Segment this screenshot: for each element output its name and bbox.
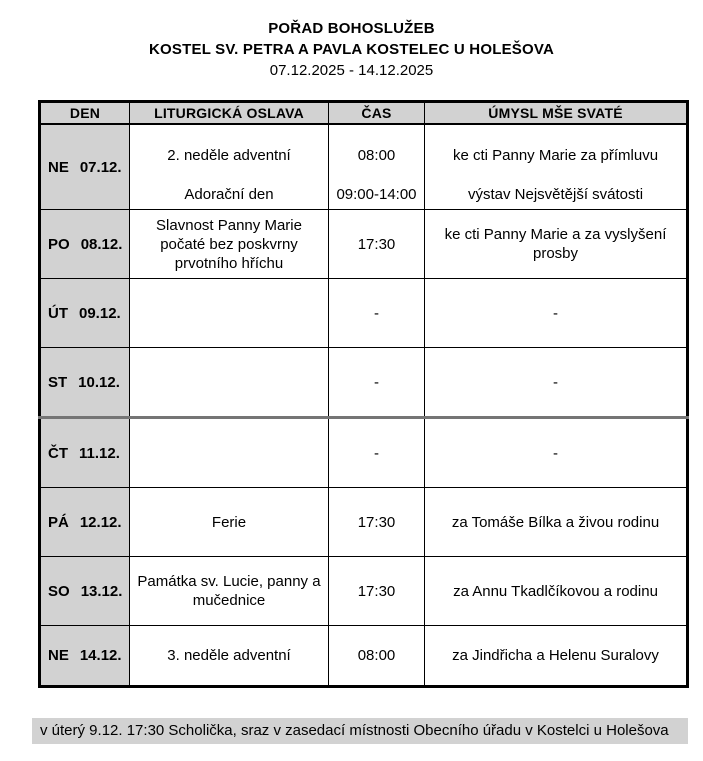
day-label xyxy=(41,514,129,531)
col-header-liturgicka-oslava: LITURGICKÁ OSLAVA xyxy=(130,102,329,125)
time-entry: 08:00 xyxy=(357,147,396,164)
day-cell xyxy=(40,348,130,418)
intention-cell: za Jindřicha a Helenu Suralovy xyxy=(425,626,688,687)
table-row-ne-1412 xyxy=(40,626,688,687)
table-row-pa-1212 xyxy=(40,488,688,557)
day-abbr: ÚT xyxy=(48,304,68,322)
day-date: 11.12. xyxy=(79,444,120,462)
day-date: 12.12. xyxy=(79,513,122,531)
day-abbr: ČT xyxy=(48,444,68,462)
celebration-entry: 2. neděle adventní xyxy=(167,147,291,164)
day-label xyxy=(41,305,129,322)
celebration-cell xyxy=(130,279,329,348)
day-cell xyxy=(40,626,130,687)
day-abbr: ST xyxy=(48,373,68,391)
table-row-so-1312 xyxy=(40,557,688,626)
day-date: 08.12. xyxy=(80,235,123,253)
table-row-st-1012 xyxy=(40,348,688,418)
intention-entry: výstav Nejsvětější svátosti xyxy=(467,186,644,203)
celebration-cell: Slavnost Panny Marie počaté bez poskvrny prvotního hříchu xyxy=(130,210,329,279)
day-abbr: PO xyxy=(48,235,70,253)
footer-note: v úterý 9.12. 17:30 Scholička, sraz v zasedací místnosti Obecního úřadu v Kostelci u Holešova xyxy=(32,718,688,744)
table-row-ne-0712 xyxy=(40,124,688,210)
day-abbr: SO xyxy=(48,582,70,600)
day-cell xyxy=(40,557,130,626)
day-abbr: NE xyxy=(48,647,69,664)
col-header-umysl: ÚMYSL MŠE SVATÉ xyxy=(425,102,688,125)
day-cell xyxy=(40,418,130,488)
day-label xyxy=(41,583,129,600)
time-cell: 17:30 xyxy=(329,210,425,279)
day-abbr: NE xyxy=(48,158,69,176)
celebration-entry: Adorační den xyxy=(184,186,274,203)
day-label xyxy=(41,374,129,391)
day-abbr: PÁ xyxy=(48,513,69,531)
time-cell: 08:00 xyxy=(329,626,425,687)
day-cell xyxy=(40,488,130,557)
day-label xyxy=(41,159,129,176)
time-cell: - xyxy=(329,348,425,418)
day-date: 09.12. xyxy=(79,304,121,322)
day-date: 07.12. xyxy=(79,158,122,176)
intention-cell: - xyxy=(425,418,688,488)
intention-cell: za Annu Tkadlčíkovou a rodinu xyxy=(425,557,688,626)
day-label xyxy=(41,236,129,253)
day-label xyxy=(41,445,129,462)
celebration-cell xyxy=(130,418,329,488)
table-row-ct-1112 xyxy=(40,418,688,488)
day-date: 10.12. xyxy=(78,373,120,391)
intention-cell xyxy=(425,124,688,210)
intention-cell: ke cti Panny Marie a za vyslyšení prosby xyxy=(425,210,688,279)
document-header xyxy=(0,0,703,81)
day-cell xyxy=(40,124,130,210)
time-cell: 17:30 xyxy=(329,488,425,557)
celebration-cell xyxy=(130,348,329,418)
time-cell xyxy=(329,124,425,210)
col-header-den: DEN xyxy=(40,102,130,125)
day-cell xyxy=(40,279,130,348)
time-cell: 17:30 xyxy=(329,557,425,626)
time-cell: - xyxy=(329,418,425,488)
intention-cell: za Tomáše Bílka a živou rodinu xyxy=(425,488,688,557)
page-title: POŘAD BOHOSLUŽEB xyxy=(268,20,435,37)
celebration-cell: 3. neděle adventní xyxy=(130,626,329,687)
day-date: 13.12. xyxy=(80,582,123,600)
day-date: 14.12. xyxy=(79,647,122,664)
intention-cell: - xyxy=(425,279,688,348)
day-cell xyxy=(40,210,130,279)
date-range: 07.12.2025 - 14.12.2025 xyxy=(269,62,434,79)
intention-cell: - xyxy=(425,348,688,418)
celebration-cell: Ferie xyxy=(130,488,329,557)
celebration-cell xyxy=(130,124,329,210)
church-name: KOSTEL SV. PETRA A PAVLA KOSTELEC U HOLEŠOVA xyxy=(149,41,554,58)
intention-entry: ke cti Panny Marie za přímluvu xyxy=(452,147,659,164)
time-cell: - xyxy=(329,279,425,348)
time-entry: 09:00-14:00 xyxy=(336,186,417,203)
table-header-row xyxy=(40,102,688,125)
table-row-ut-0912 xyxy=(40,279,688,348)
schedule-table xyxy=(38,100,689,688)
col-header-cas: ČAS xyxy=(329,102,425,125)
day-label xyxy=(41,647,129,664)
celebration-cell: Památka sv. Lucie, panny a mučednice xyxy=(130,557,329,626)
table-row-po-0812 xyxy=(40,210,688,279)
